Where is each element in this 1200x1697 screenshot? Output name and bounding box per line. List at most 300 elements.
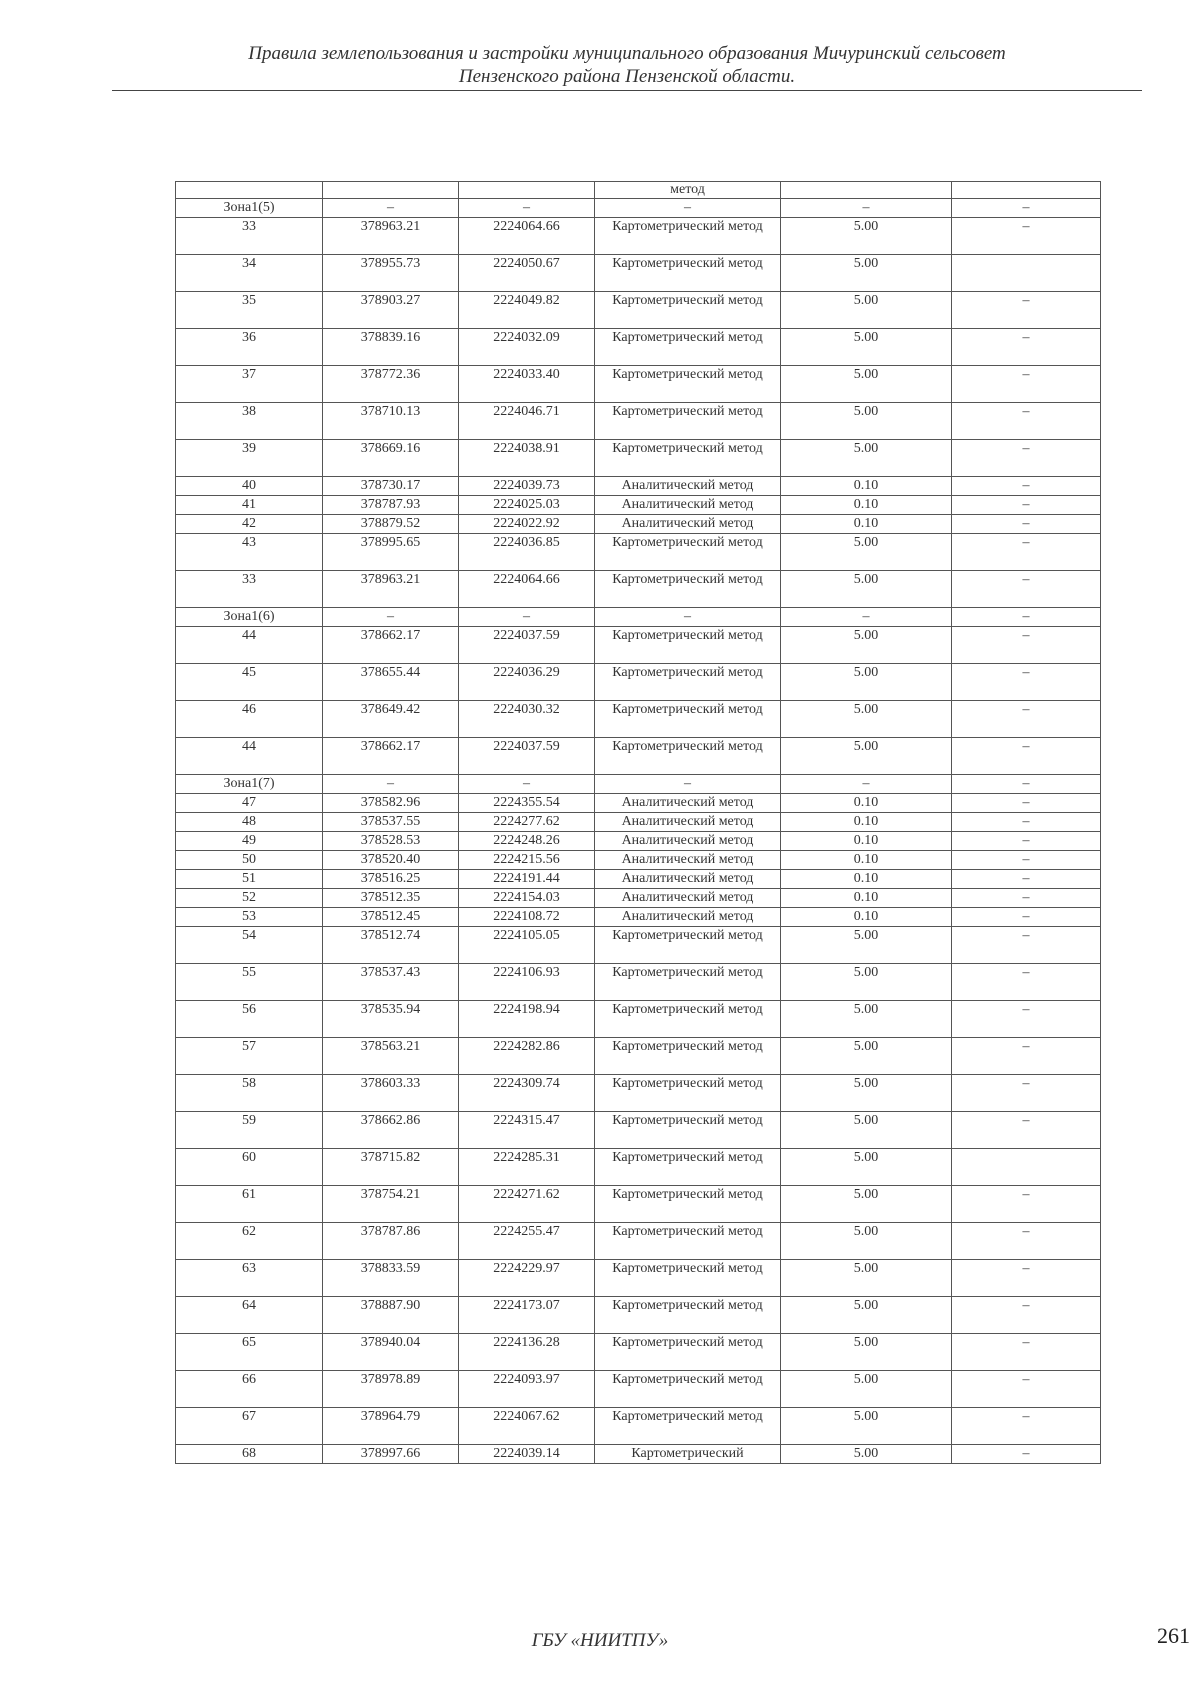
table-cell: – [952,403,1101,440]
table-cell: 0.10 [781,496,952,515]
table-cell: 54 [176,927,323,964]
table-row [176,1371,1101,1408]
table-cell: – [952,627,1101,664]
table-row [176,1297,1101,1334]
table-cell: Картометрический метод [595,701,781,738]
table-cell: – [459,199,595,218]
table-cell [323,182,459,199]
table-row [176,1334,1101,1371]
table-cell: 0.10 [781,477,952,496]
table-cell: 46 [176,701,323,738]
table-cell: 0.10 [781,870,952,889]
table-cell: 5.00 [781,218,952,255]
table-row [176,366,1101,403]
table-cell: 41 [176,496,323,515]
table-cell: 33 [176,218,323,255]
table-cell: – [952,1445,1101,1464]
table-cell: 37 [176,366,323,403]
table-cell: 2224198.94 [459,1001,595,1038]
table-row [176,403,1101,440]
table-cell: 378655.44 [323,664,459,701]
table-cell [781,182,952,199]
table-cell: – [952,775,1101,794]
table-cell: – [952,1223,1101,1260]
table-cell: – [595,775,781,794]
table-cell: 2224064.66 [459,571,595,608]
table-cell: Аналитический метод [595,794,781,813]
table-cell: – [323,775,459,794]
table-cell: 378512.35 [323,889,459,908]
table-cell: 5.00 [781,366,952,403]
table-cell: Аналитический метод [595,496,781,515]
table-cell: 5.00 [781,1038,952,1075]
table-cell: Картометрический метод [595,964,781,1001]
table-cell: 5.00 [781,738,952,775]
table-cell: 5.00 [781,292,952,329]
table-row [176,1112,1101,1149]
page-header [112,42,1142,88]
table-cell: 0.10 [781,908,952,927]
table-row [176,477,1101,496]
table-cell: – [952,477,1101,496]
table-cell: – [952,199,1101,218]
table-cell: 2224050.67 [459,255,595,292]
table-cell: – [781,775,952,794]
table-row [176,1001,1101,1038]
table-cell: 2224215.56 [459,851,595,870]
table-cell: Картометрический метод [595,1223,781,1260]
table-cell [459,182,595,199]
table-cell: – [952,1112,1101,1149]
table-cell: 2224030.32 [459,701,595,738]
table-cell: 2224277.62 [459,813,595,832]
table-cell: 2224282.86 [459,1038,595,1075]
header-title-line1: Правила землепользования и застройки муниципального образования Мичуринский сельсовет [248,43,1006,64]
table-cell: 0.10 [781,813,952,832]
table-cell: – [781,199,952,218]
table-cell: 378669.16 [323,440,459,477]
table-cell: Картометрический метод [595,440,781,477]
table-cell: 43 [176,534,323,571]
table-cell: 378833.59 [323,1260,459,1297]
table-cell: 378963.21 [323,218,459,255]
table-cell: 5.00 [781,403,952,440]
table-cell: Картометрический метод [595,627,781,664]
table-cell: Аналитический метод [595,813,781,832]
table-cell: 2224039.73 [459,477,595,496]
table-cell: 2224136.28 [459,1334,595,1371]
table-cell: 378528.53 [323,832,459,851]
table-cell: 5.00 [781,1297,952,1334]
table-cell: 2224191.44 [459,870,595,889]
table-cell: 5.00 [781,1186,952,1223]
table-cell: 5.00 [781,1112,952,1149]
table-cell: 5.00 [781,1149,952,1186]
table-cell: 2224105.05 [459,927,595,964]
table-cell: 42 [176,515,323,534]
table-cell: – [781,608,952,627]
table-cell: – [952,534,1101,571]
table-cell: Зона1(5) [176,199,323,218]
coordinates-table-body [176,182,1101,1464]
table-cell: – [952,571,1101,608]
table-cell: 38 [176,403,323,440]
table-cell: 51 [176,870,323,889]
table-row [176,813,1101,832]
table-row [176,1075,1101,1112]
table-cell: 378787.86 [323,1223,459,1260]
table-cell: 5.00 [781,664,952,701]
table-cell: 2224271.62 [459,1186,595,1223]
table-cell: 35 [176,292,323,329]
table-cell: Картометрический метод [595,1149,781,1186]
page-number: 261 [1157,1623,1190,1648]
table-cell: – [952,964,1101,1001]
table-cell: 378512.45 [323,908,459,927]
table-cell: – [952,1297,1101,1334]
table-cell [176,182,323,199]
table-cell: Аналитический метод [595,908,781,927]
table-group-row [176,608,1101,627]
table-cell: 2224025.03 [459,496,595,515]
table-cell: 378662.17 [323,627,459,664]
table-cell: 5.00 [781,1223,952,1260]
table-cell: – [952,515,1101,534]
table-cell: 5.00 [781,1408,952,1445]
table-cell: 378535.94 [323,1001,459,1038]
table-cell: 5.00 [781,440,952,477]
table-row [176,927,1101,964]
table-cell: 5.00 [781,964,952,1001]
table-cell: 0.10 [781,832,952,851]
table-row [176,794,1101,813]
table-cell: – [595,608,781,627]
table-cell: – [459,608,595,627]
table-cell: 36 [176,329,323,366]
table-cell: – [952,1038,1101,1075]
table-cell: 59 [176,1112,323,1149]
table-cell: 63 [176,1260,323,1297]
table-cell: 61 [176,1186,323,1223]
table-row [176,440,1101,477]
table-cell: 47 [176,794,323,813]
table-cell: 57 [176,1038,323,1075]
header-title-line2: Пензенского района Пензенской области. [458,66,796,87]
table-cell: – [952,292,1101,329]
table-cell: 378963.21 [323,571,459,608]
table-cell: 34 [176,255,323,292]
table-row [176,870,1101,889]
table-row [176,627,1101,664]
table-cell: 55 [176,964,323,1001]
table-cell: – [952,738,1101,775]
table-cell: 378964.79 [323,1408,459,1445]
table-cell: 5.00 [781,1371,952,1408]
table-cell: Картометрический метод [595,1408,781,1445]
table-cell: 65 [176,1334,323,1371]
table-group-row [176,199,1101,218]
table-cell: Аналитический метод [595,477,781,496]
table-cell: – [952,496,1101,515]
table-cell: Аналитический метод [595,889,781,908]
footer-org: ГБУ «НИИТПУ» [531,1630,669,1651]
table-row [176,1223,1101,1260]
table-cell: – [323,199,459,218]
table-cell: Картометрический метод [595,1075,781,1112]
table-cell: 2224038.91 [459,440,595,477]
table-cell [952,182,1101,199]
table-row-continuation [176,182,1101,199]
table-cell: 2224037.59 [459,738,595,775]
table-cell: 64 [176,1297,323,1334]
table-cell: 378978.89 [323,1371,459,1408]
table-cell: 49 [176,832,323,851]
table-cell: 378879.52 [323,515,459,534]
table-cell: 378512.74 [323,927,459,964]
table-cell: Картометрический метод [595,1038,781,1075]
table-cell: – [952,870,1101,889]
table-row [176,889,1101,908]
table-cell: 5.00 [781,534,952,571]
table-cell: 33 [176,571,323,608]
table-cell: 2224093.97 [459,1371,595,1408]
table-cell [952,255,1101,292]
table-cell: Картометрический метод [595,1371,781,1408]
table-cell: 2224315.47 [459,1112,595,1149]
table-cell: Картометрический метод [595,571,781,608]
table-cell: 39 [176,440,323,477]
table-cell: – [952,608,1101,627]
table-cell: Картометрический метод [595,1001,781,1038]
table-cell: 378582.96 [323,794,459,813]
table-cell: 378787.93 [323,496,459,515]
table-cell: 53 [176,908,323,927]
table-cell: 378715.82 [323,1149,459,1186]
table-cell: 378537.43 [323,964,459,1001]
table-cell: 0.10 [781,889,952,908]
table-cell: 2224154.03 [459,889,595,908]
table-cell: – [323,608,459,627]
table-cell: 50 [176,851,323,870]
table-cell: 52 [176,889,323,908]
table-cell: 5.00 [781,255,952,292]
table-cell: 2224037.59 [459,627,595,664]
table-cell: – [952,1186,1101,1223]
table-cell: 67 [176,1408,323,1445]
table-cell: Аналитический метод [595,832,781,851]
table-cell: 2224036.29 [459,664,595,701]
table-cell: – [952,664,1101,701]
table-row [176,738,1101,775]
table-cell: – [952,701,1101,738]
table-cell: 378772.36 [323,366,459,403]
table-cell: – [952,1334,1101,1371]
table-cell: Зона1(7) [176,775,323,794]
table-cell: 378537.55 [323,813,459,832]
table-row [176,571,1101,608]
table-cell: 56 [176,1001,323,1038]
table-row [176,515,1101,534]
table-row [176,908,1101,927]
table-cell: – [952,832,1101,851]
table-cell: 2224106.93 [459,964,595,1001]
table-cell: Картометрический метод [595,255,781,292]
table-cell: 378754.21 [323,1186,459,1223]
table-row [176,964,1101,1001]
table-group-row [176,775,1101,794]
table-cell: 2224064.66 [459,218,595,255]
table-cell: Картометрический метод [595,738,781,775]
table-row [176,496,1101,515]
table-cell: 45 [176,664,323,701]
table-cell: 68 [176,1445,323,1464]
table-cell: 378603.33 [323,1075,459,1112]
table-cell: 378903.27 [323,292,459,329]
table-cell: 2224248.26 [459,832,595,851]
table-cell [952,1149,1101,1186]
table-row [176,701,1101,738]
table-cell: 5.00 [781,1334,952,1371]
table-cell: 378710.13 [323,403,459,440]
table-cell: 5.00 [781,571,952,608]
table-cell: 44 [176,738,323,775]
table-cell: – [952,218,1101,255]
table-cell: Картометрический метод [595,1186,781,1223]
table-cell: Аналитический метод [595,515,781,534]
table-cell: Картометрический метод [595,664,781,701]
table-cell: 5.00 [781,1001,952,1038]
table-cell: 58 [176,1075,323,1112]
table-cell: 2224285.31 [459,1149,595,1186]
table-cell: 2224046.71 [459,403,595,440]
table-cell: Картометрический метод [595,1260,781,1297]
table-cell: 378995.65 [323,534,459,571]
table-cell: – [952,329,1101,366]
table-cell: Картометрический метод [595,366,781,403]
table-cell: 5.00 [781,329,952,366]
table-cell: – [952,1001,1101,1038]
table-cell: Картометрический метод [595,534,781,571]
table-cell: 378520.40 [323,851,459,870]
table-cell: 2224022.92 [459,515,595,534]
table-row [176,1038,1101,1075]
table-cell: 5.00 [781,927,952,964]
table-row [176,1445,1101,1464]
table-cell: 378940.04 [323,1334,459,1371]
table-row [176,832,1101,851]
table-cell: Картометрический метод [595,218,781,255]
table-cell: – [595,199,781,218]
table-cell: – [952,908,1101,927]
table-cell: 2224036.85 [459,534,595,571]
table-row [176,851,1101,870]
table-cell: 2224255.47 [459,1223,595,1260]
table-cell: 62 [176,1223,323,1260]
table-cell: 2224032.09 [459,329,595,366]
header-rule [112,90,1142,91]
table-cell: 2224229.97 [459,1260,595,1297]
table-cell: метод [595,182,781,199]
table-cell: 40 [176,477,323,496]
table-cell: Картометрический метод [595,329,781,366]
table-cell: 44 [176,627,323,664]
table-cell: 378563.21 [323,1038,459,1075]
table-cell: 2224039.14 [459,1445,595,1464]
table-row [176,1260,1101,1297]
table-cell: Картометрический метод [595,1112,781,1149]
table-cell: 378516.25 [323,870,459,889]
table-cell: 2224067.62 [459,1408,595,1445]
table-cell: Картометрический метод [595,292,781,329]
table-cell: 378662.17 [323,738,459,775]
table-cell: 2224049.82 [459,292,595,329]
table-cell: 2224309.74 [459,1075,595,1112]
table-cell: 5.00 [781,1445,952,1464]
table-cell: – [952,1075,1101,1112]
table-cell: 2224033.40 [459,366,595,403]
table-cell: 378662.86 [323,1112,459,1149]
table-cell: 378730.17 [323,477,459,496]
table-cell: 378839.16 [323,329,459,366]
table-cell: – [459,775,595,794]
table-cell: Зона1(6) [176,608,323,627]
table-cell: – [952,851,1101,870]
table-cell: 378955.73 [323,255,459,292]
table-cell: – [952,366,1101,403]
table-cell: – [952,1408,1101,1445]
table-cell: Картометрический метод [595,403,781,440]
table-cell: 5.00 [781,1260,952,1297]
table-cell: 378887.90 [323,1297,459,1334]
table-cell: 66 [176,1371,323,1408]
table-cell: Аналитический метод [595,870,781,889]
table-row [176,255,1101,292]
table-cell: Аналитический метод [595,851,781,870]
table-cell: 5.00 [781,701,952,738]
table-cell: 48 [176,813,323,832]
table-cell: 378649.42 [323,701,459,738]
table-cell: Картометрический метод [595,1334,781,1371]
table-cell: – [952,927,1101,964]
table-cell: Картометрический метод [595,1297,781,1334]
table-cell: 5.00 [781,627,952,664]
table-row [176,218,1101,255]
table-row [176,664,1101,701]
table-cell: – [952,440,1101,477]
table-cell: 2224355.54 [459,794,595,813]
table-row [176,292,1101,329]
table-row [176,329,1101,366]
table-cell: 60 [176,1149,323,1186]
table-cell: 0.10 [781,794,952,813]
table-cell: – [952,794,1101,813]
table-cell: Картометрический [595,1445,781,1464]
table-cell: – [952,889,1101,908]
table-row [176,1149,1101,1186]
table-cell: – [952,1260,1101,1297]
table-cell: 5.00 [781,1075,952,1112]
table-cell: 0.10 [781,851,952,870]
coordinates-table [175,181,1101,1464]
table-row [176,1186,1101,1223]
table-cell: 0.10 [781,515,952,534]
table-cell: – [952,1371,1101,1408]
table-cell: – [952,813,1101,832]
table-row [176,534,1101,571]
table-row [176,1408,1101,1445]
table-cell: 2224108.72 [459,908,595,927]
table-cell: 2224173.07 [459,1297,595,1334]
